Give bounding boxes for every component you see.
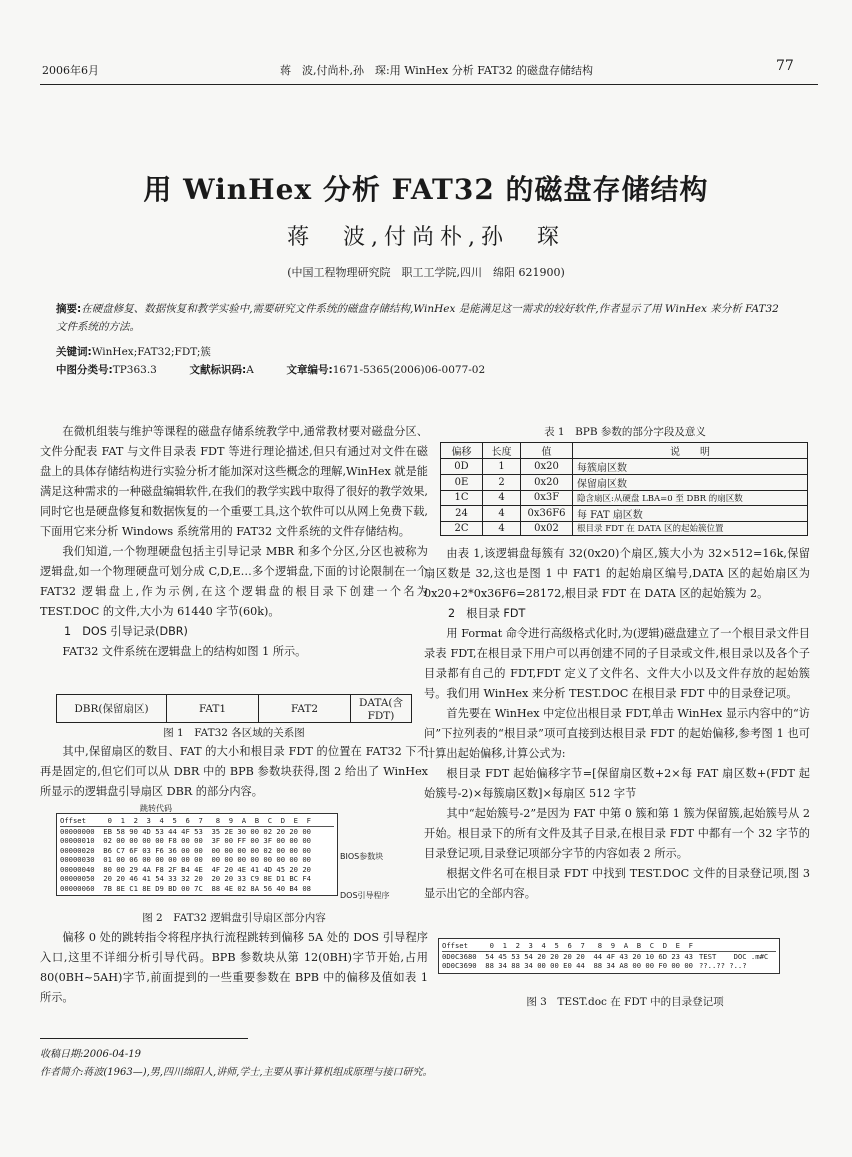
left-column — [40, 422, 428, 662]
table-row — [441, 475, 808, 491]
article-no-value: 1671-5365(2006)06-0077-02 — [332, 364, 486, 376]
ascii-column: TEST DOC .m#C — [698, 951, 769, 961]
table-cell: 4 — [483, 521, 521, 536]
doc-code-label: 文献标识码: — [189, 364, 247, 376]
article-no-label: 文章编号: — [286, 364, 333, 376]
figure-2-bios-label: BIOS参数块 — [340, 852, 384, 861]
hex-row: 00000030 01 00 06 00 00 00 00 00 00 00 00 00 00 00 00 00 — [60, 855, 311, 864]
fig1-fat2-cell: FAT2 — [259, 695, 351, 723]
table-row — [441, 505, 808, 521]
table-1-header-cell: 偏移 — [441, 443, 483, 459]
table-cell: 2C — [441, 521, 483, 536]
jump-instruction-paragraph: 偏移 0 处的跳转指令将程序执行流程跳转到偏移 5A 处的 DOS 引导程序入口,这里不详细分析引导代码。BPB 参数块从第 12(0BH)字节开始,占用 80(0BH~5AH)字节,前面提到的一些重要参数在 BPB 中的偏移及值如表 1 所示。 — [40, 931, 428, 1004]
figure-2-hexdump — [56, 813, 338, 896]
hex-row: 00000000 EB 58 90 4D 53 44 4F 53 35 2E 30 00 02 20 20 00 — [60, 826, 311, 836]
abstract — [56, 300, 792, 336]
author-bio: 作者简介:蒋波(1963—),男,四川绵阳人,讲师,学士,主要从事计算机组成原理与接口研究。 — [40, 1067, 433, 1078]
fig3-hex-header-row: Offset 0 1 2 3 4 5 6 7 8 9 A B C D E F — [442, 941, 693, 950]
directory-entry-paragraph: 根据文件名可在根目录 FDT 中找到 TEST.DOC 文件的目录登记项,图 3 显示出它的全部内容。 — [424, 867, 810, 900]
clc-label: 中图分类号: — [56, 364, 113, 376]
table-cell: 1 — [483, 459, 521, 475]
hex-row: 00000020 B6 C7 6F 03 F6 36 00 00 00 00 00 00 02 00 00 00 — [60, 845, 311, 855]
hex-row: 00000060 7B 8E C1 8E D9 BD 00 7C 88 4E 02 8A 56 40 B4 08 — [60, 883, 311, 893]
classification-line — [56, 361, 792, 379]
fig1-data-cell: DATA(含 FDT) — [351, 695, 412, 723]
keywords-label: 关键词: — [56, 346, 92, 358]
table-cell: 0x20 — [521, 459, 573, 475]
locate-fdt-paragraph: 首先要在 WinHex 中定位出根目录 FDT,单击 WinHex 显示内容中的“访问”下拉列表的“根目录”项可直接到达根目录 FDT 的起始偏移,参考图 1 也可计算出起始偏移,计算公式为: — [424, 707, 810, 760]
figure-1-caption: 图 1 FAT32 各区域的关系图 — [163, 727, 305, 739]
hex-row: 0D0C3690 88 34 88 34 00 00 E0 44 88 34 A8 00 00 F0 00 00 — [442, 961, 693, 970]
figure-2-jump-label: 跳转代码 — [140, 804, 172, 813]
table-cell: 0E — [441, 475, 483, 491]
right-column — [424, 544, 810, 904]
table-1-header-cell: 长度 — [483, 443, 521, 459]
figure-1-diagram — [56, 694, 412, 723]
left-column-end — [40, 928, 428, 1008]
article-title: 用 WinHex 分析 FAT32 的磁盘存储结构 — [143, 173, 709, 206]
bpb-analysis-paragraph: 由表 1,该逻辑盘每簇有 32(0x20)个扇区,簇大小为 32×512=16k,保留扇区数是 32,这也是图 1 中 FAT1 的起始扇区编号,DATA 区的起始扇区为 0x20+2*0x36F6=28172,根目录 FDT 在 DATA 区的起始簇为 2。 — [424, 547, 810, 600]
bpb-intro-paragraph: 其中,保留扇区的数目、FAT 的大小和根目录 FDT 的位置在 FAT32 下不再是固定的,但它们可以从 DBR 中的 BPB 参数块获得,图 2 给出了 WinHex 所显示的逻辑盘引导扇区 DBR 的部分内容。 — [40, 745, 428, 798]
page-number: 77 — [776, 58, 794, 74]
figure-2-caption: 图 2 FAT32 逻辑盘引导扇区部分内容 — [142, 912, 326, 924]
keywords — [56, 343, 792, 361]
abstract-label: 摘要: — [56, 303, 82, 315]
figure-3-caption: 图 3 TEST.doc 在 FDT 中的目录登记项 — [526, 996, 724, 1008]
figure-3-hexdump — [438, 938, 780, 974]
table-1-header-cell: 值 — [521, 443, 573, 459]
section-2-heading: 2 根目录 FDT — [448, 607, 526, 620]
table-cell: 1C — [441, 491, 483, 506]
article-authors: 蒋 波,付尚朴,孙 琛 — [287, 225, 565, 250]
table-cell: 根目录 FDT 在 DATA 区的起始簇位置 — [573, 521, 808, 536]
table-cell: 4 — [483, 491, 521, 506]
clc-value: TP363.3 — [112, 364, 157, 376]
table-1-caption: 表 1 BPB 参数的部分字段及意义 — [544, 426, 706, 438]
table-row — [441, 521, 808, 536]
table-1-header-row — [441, 443, 808, 459]
table-cell: 隐含扇区:从硬盘 LBA=0 至 DBR 的扇区数 — [573, 491, 808, 506]
fdt-paragraph: 用 Format 命令进行高级格式化时,为(逻辑)磁盘建立了一个根目录文件目录表 FDT,在根目录下用户可以再创建不同的子目录或文件,根目录以及各个子目录都有自己的 FDT,FDT 定义了文件名、文件大小以及文件存放的起始簇号。我们用 WinHex 来分析 TEST.DOC 在根目录 FDT 中的目录登记项。 — [424, 627, 810, 700]
fig1-fat1-cell: FAT1 — [167, 695, 259, 723]
table-1-header-cell: 说 明 — [573, 443, 808, 459]
received-date: 收稿日期:2006-04-19 — [40, 1049, 142, 1060]
section-1-heading: 1 DOS 引导记录(DBR) — [64, 625, 188, 638]
table-cell: 0x3F — [521, 491, 573, 506]
table-cell: 0x20 — [521, 475, 573, 491]
header-rule — [40, 84, 818, 85]
hex-row: 0D0C3680 54 45 53 54 20 20 20 20 44 4F 43 20 10 6D 23 43 — [442, 951, 693, 961]
table-cell: 每 FAT 扇区数 — [573, 505, 808, 521]
table-1 — [440, 442, 808, 536]
hex-row: 00000010 02 00 00 00 00 F8 00 00 3F 00 FF 00 3F 00 00 00 — [60, 836, 311, 845]
table-cell: 0x02 — [521, 521, 573, 536]
table-row — [441, 491, 808, 506]
cluster-paragraph: 其中“起始簇号-2”是因为 FAT 中第 0 簇和第 1 簇为保留簇,起始簇号从 2 开始。根目录下的所有文件及其子目录,在根目录 FDT 中都有一个 32 字节的目录登记项,目录登记项部分字节的内容如表 2 所示。 — [424, 807, 810, 860]
fat32-structure-paragraph: FAT32 文件系统在逻辑盘上的结构如图 1 所示。 — [62, 645, 307, 658]
figure-2-dos-label: DOS引导程序 — [340, 891, 390, 900]
article-affiliation: (中国工程物理研究院 职工工学院,四川 绵阳 621900) — [287, 266, 565, 279]
ascii-column: ??..?? ?..? — [698, 961, 747, 970]
table-cell: 每簇扇区数 — [573, 459, 808, 475]
table-row — [441, 459, 808, 475]
hex-header-row: Offset 0 1 2 3 4 5 6 7 8 9 A B C D E F — [60, 816, 334, 827]
keywords-text: WinHex;FAT32;FDT;簇 — [91, 346, 211, 358]
abstract-text: 在硬盘修复、数据恢复和教学实验中,需要研究文件系统的磁盘存储结构,WinHex 是能满足这一需求的较好软件,作者显示了用 WinHex 来分析 FAT32 文件系统的方法。 — [56, 303, 779, 333]
table-cell: 0x36F6 — [521, 505, 573, 521]
fdt-offset-formula: 根目录 FDT 起始偏移字节=[保留扇区数+2×每 FAT 扇区数+(FDT 起始簇号-2)×每簇扇区数]×每扇区 512 字节 — [424, 767, 810, 800]
disk-paragraph: 我们知道,一个物理硬盘包括主引导记录 MBR 和多个分区,分区也被称为逻辑盘,如一个物理硬盘可划分成 C,D,E…多个逻辑盘,下面的讨论限制在一个 FAT32 逻辑盘上,作为示例,在这个逻辑盘的根目录下创建一个名为 TEST.DOC 的文件,大小为 61440 字节(60k)。 — [40, 545, 428, 618]
running-header-date: 2006年6月 — [42, 64, 99, 77]
table-cell: 保留扇区数 — [573, 475, 808, 491]
table-cell: 2 — [483, 475, 521, 491]
hex-row: 00000050 20 20 46 41 54 33 32 20 20 20 33 C9 8E D1 BC F4 — [60, 874, 311, 883]
left-column-continued — [40, 742, 428, 802]
doc-code-value: A — [246, 364, 254, 376]
table-cell: 0D — [441, 459, 483, 475]
fig1-dbr-cell: DBR(保留扇区) — [57, 695, 167, 723]
intro-paragraph: 在微机组装与维护等课程的磁盘存储系统教学中,通常教材要对磁盘分区、文件分配表 FAT 与文件目录表 FDT 等进行理论描述,但只有通过对文件在磁盘上的具体存储结构进行实验分析才能加深对这些概念的理解,WinHex 就是能满足这种需求的一种磁盘编辑软件,在我们的教学实践中取得了很好的教学效果,同时它也是硬盘修复和数据恢复的一个重要工具,这个软件可以从网上免费下载,下面用它来分析 Windows 系统常用的 FAT32 文件系统的文件存储结构。 — [40, 425, 428, 538]
table-cell: 4 — [483, 505, 521, 521]
running-header-title: 蒋 波,付尚朴,孙 琛:用 WinHex 分析 FAT32 的磁盘存储结构 — [280, 64, 594, 77]
footer-rule — [40, 1038, 248, 1039]
hex-row: 00000040 80 00 29 4A F8 2F B4 4E 4F 20 4E 41 4D 45 20 20 — [60, 864, 311, 874]
table-cell: 24 — [441, 505, 483, 521]
